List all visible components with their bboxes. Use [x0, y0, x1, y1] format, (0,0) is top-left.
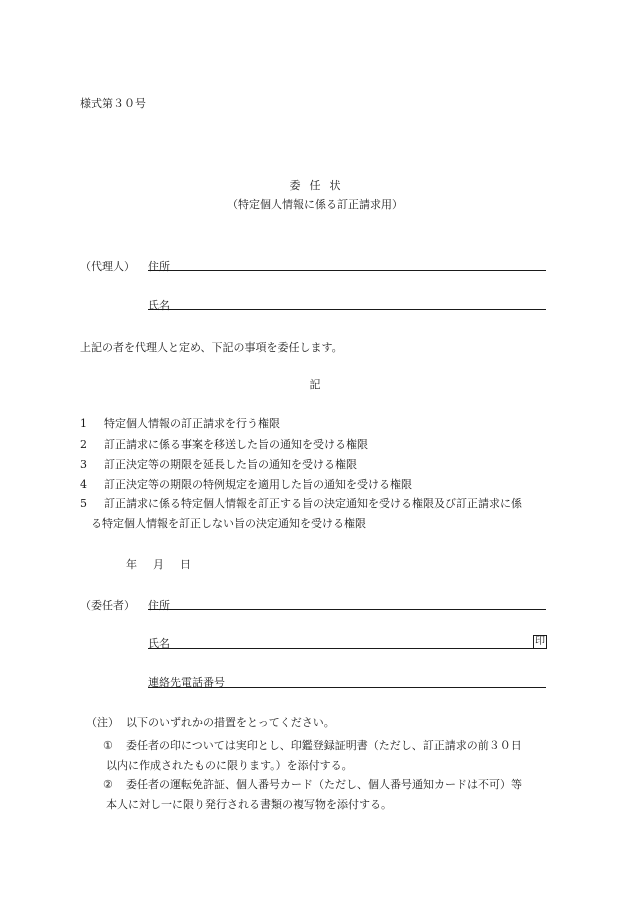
agent-address-label: 住所 [148, 260, 170, 273]
date-year-label: 年 [126, 558, 137, 571]
agent-name-label: 氏名 [148, 299, 170, 312]
list-item [80, 498, 522, 509]
list-item [80, 479, 412, 490]
list-item [80, 439, 368, 450]
principal-name-line[interactable] [148, 648, 546, 649]
seal-box: 印 [535, 636, 545, 647]
note-text-continued: 以内に作成されたものに限ります。）を添付する。 [106, 759, 353, 772]
ki-heading: 記 [309, 378, 321, 391]
principal-name-label: 氏名 [148, 637, 170, 650]
form-number: 様式第３０号 [80, 97, 146, 110]
principal-address-line[interactable] [148, 609, 546, 610]
principal-phone-line[interactable] [148, 687, 546, 688]
note-text: 委任者の運転免許証、個人番号カード（ただし、個人番号通知カードは不可）等 [126, 778, 522, 791]
note-text-continued: 本人に対し一に限り発行される書類の複写物を添付する。 [106, 798, 392, 811]
note-mark: ② [103, 778, 113, 791]
item-text: 訂正決定等の期限を延長した旨の通知を受ける権限 [104, 458, 357, 471]
item-text: 訂正請求に係る特定個人情報を訂正する旨の決定通知を受ける権限及び訂正請求に係 [104, 497, 522, 510]
item-number: 5 [80, 497, 87, 510]
date-day-label: 日 [180, 558, 191, 571]
item-number: 2 [80, 438, 87, 451]
note-label: （注） [86, 716, 119, 729]
principal-address-label: 住所 [148, 599, 170, 612]
agent-role-label: （代理人） [80, 260, 135, 273]
note-text: 委任者の印については実印とし、印鑑登録証明書（ただし、訂正請求の前３０日 [126, 739, 522, 752]
item-text: 訂正請求に係る事案を移送した旨の通知を受ける権限 [104, 438, 368, 451]
item-number: 3 [80, 458, 87, 471]
list-item [80, 459, 357, 470]
note-intro: 以下のいずれかの措置をとってください。 [126, 716, 335, 729]
item-text: 特定個人情報の訂正請求を行う権限 [104, 417, 280, 430]
agent-name-line[interactable] [148, 309, 546, 310]
item-text: 訂正決定等の期限の特例規定を適用した旨の通知を受ける権限 [104, 478, 412, 491]
principal-phone-label: 連絡先電話番号 [148, 676, 225, 689]
item-number: 1 [80, 417, 87, 430]
date-line [126, 559, 191, 570]
principal-role-label: （委任者） [80, 599, 135, 612]
agent-address-line[interactable] [148, 270, 546, 271]
note-mark: ① [103, 739, 113, 752]
page-subtitle: （特定個人情報に係る訂正請求用） [227, 198, 403, 211]
item-number: 4 [80, 478, 87, 491]
list-item [80, 418, 280, 429]
item-text-continued: る特定個人情報を訂正しない旨の決定通知を受ける権限 [91, 517, 366, 530]
delegation-statement: 上記の者を代理人と定め、下記の事項を委任します。 [80, 341, 343, 354]
page-title: 委任状 [289, 179, 350, 192]
date-month-label: 月 [153, 558, 164, 571]
